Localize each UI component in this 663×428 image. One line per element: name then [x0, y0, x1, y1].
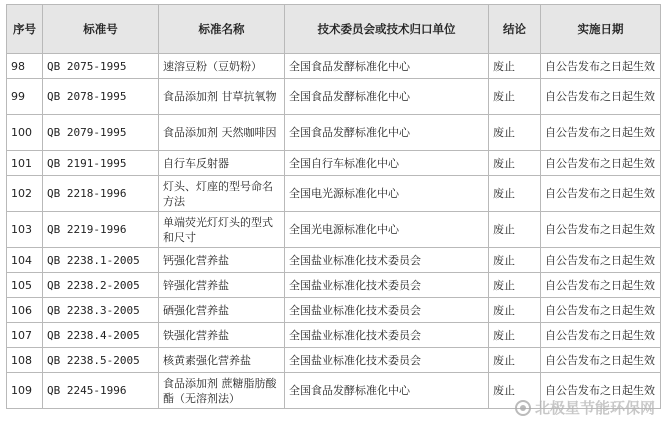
- cell-date: 自公告发布之日起生效: [541, 273, 661, 298]
- cell-seq: 103: [7, 212, 43, 248]
- cell-unit: 全国盐业标准化技术委员会: [285, 323, 489, 348]
- cell-date: 自公告发布之日起生效: [541, 348, 661, 373]
- cell-date: 自公告发布之日起生效: [541, 323, 661, 348]
- cell-code: QB 2219-1996: [43, 212, 159, 248]
- cell-result: 废止: [489, 151, 541, 176]
- cell-name: 速溶豆粉（豆奶粉）: [159, 54, 285, 79]
- cell-date: 自公告发布之日起生效: [541, 115, 661, 151]
- cell-code: QB 2218-1996: [43, 176, 159, 212]
- header-result: 结论: [489, 5, 541, 54]
- cell-seq: 108: [7, 348, 43, 373]
- cell-code: QB 2245-1996: [43, 373, 159, 409]
- cell-name: 钙强化营养盐: [159, 248, 285, 273]
- header-seq: 序号: [7, 5, 43, 54]
- watermark: [515, 397, 655, 418]
- cell-code: QB 2191-1995: [43, 151, 159, 176]
- cell-unit: 全国电光源标准化中心: [285, 176, 489, 212]
- cell-result: 废止: [489, 212, 541, 248]
- table-row: [7, 323, 661, 348]
- cell-result: 废止: [489, 348, 541, 373]
- table-row: [7, 176, 661, 212]
- table-row: [7, 348, 661, 373]
- cell-unit: 全国食品发酵标准化中心: [285, 79, 489, 115]
- cell-date: 自公告发布之日起生效: [541, 373, 661, 409]
- cell-result: 废止: [489, 54, 541, 79]
- cell-code: QB 2238.5-2005: [43, 348, 159, 373]
- table-row: [7, 54, 661, 79]
- cell-code: QB 2238.4-2005: [43, 323, 159, 348]
- cell-date: 自公告发布之日起生效: [541, 151, 661, 176]
- cell-unit: 全国食品发酵标准化中心: [285, 373, 489, 409]
- cell-code: QB 2079-1995: [43, 115, 159, 151]
- cell-date: 自公告发布之日起生效: [541, 176, 661, 212]
- cell-code: QB 2238.3-2005: [43, 298, 159, 323]
- standards-table: [6, 4, 661, 409]
- cell-seq: 109: [7, 373, 43, 409]
- header-unit: 技术委员会或技术归口单位: [285, 5, 489, 54]
- table-row: [7, 212, 661, 248]
- cell-seq: 102: [7, 176, 43, 212]
- cell-result: 废止: [489, 115, 541, 151]
- cell-unit: 全国食品发酵标准化中心: [285, 115, 489, 151]
- cell-date: 自公告发布之日起生效: [541, 298, 661, 323]
- cell-unit: 全国盐业标准化技术委员会: [285, 248, 489, 273]
- cell-seq: 100: [7, 115, 43, 151]
- cell-date: 自公告发布之日起生效: [541, 248, 661, 273]
- table-header-row: [7, 5, 661, 54]
- header-name: 标准名称: [159, 5, 285, 54]
- cell-seq: 105: [7, 273, 43, 298]
- cell-result: 废止: [489, 248, 541, 273]
- cell-name: 自行车反射器: [159, 151, 285, 176]
- cell-result: 废止: [489, 323, 541, 348]
- table-row: [7, 115, 661, 151]
- cell-name: 食品添加剂 天然咖啡因: [159, 115, 285, 151]
- cell-name: 硒强化营养盐: [159, 298, 285, 323]
- table-row: [7, 248, 661, 273]
- cell-result: 废止: [489, 273, 541, 298]
- cell-code: QB 2078-1995: [43, 79, 159, 115]
- cell-seq: 98: [7, 54, 43, 79]
- table-row: [7, 151, 661, 176]
- cell-unit: 全国盐业标准化技术委员会: [285, 348, 489, 373]
- cell-unit: 全国食品发酵标准化中心: [285, 54, 489, 79]
- cell-date: 自公告发布之日起生效: [541, 212, 661, 248]
- table-row: [7, 273, 661, 298]
- cell-name: 单端荧光灯灯头的型式和尺寸: [159, 212, 285, 248]
- cell-name: 食品添加剂 甘草抗氧物: [159, 79, 285, 115]
- cell-seq: 101: [7, 151, 43, 176]
- cell-seq: 99: [7, 79, 43, 115]
- cell-result: 废止: [489, 79, 541, 115]
- table-row: [7, 79, 661, 115]
- cell-unit: 全国光电源标准化中心: [285, 212, 489, 248]
- cell-result: 废止: [489, 373, 541, 409]
- watermark-text: 北极星节能环保网: [534, 399, 655, 417]
- cell-name: 灯头、灯座的型号命名方法: [159, 176, 285, 212]
- cell-name: 核黄素强化营养盐: [159, 348, 285, 373]
- wechat-logo-icon: [515, 400, 531, 416]
- header-code: 标准号: [43, 5, 159, 54]
- cell-seq: 104: [7, 248, 43, 273]
- cell-code: QB 2238.2-2005: [43, 273, 159, 298]
- cell-code: QB 2238.1-2005: [43, 248, 159, 273]
- cell-name: 锌强化营养盐: [159, 273, 285, 298]
- cell-unit: 全国盐业标准化技术委员会: [285, 273, 489, 298]
- table-row: [7, 298, 661, 323]
- cell-unit: 全国盐业标准化技术委员会: [285, 298, 489, 323]
- header-date: 实施日期: [541, 5, 661, 54]
- cell-unit: 全国自行车标准化中心: [285, 151, 489, 176]
- cell-result: 废止: [489, 298, 541, 323]
- cell-seq: 106: [7, 298, 43, 323]
- cell-code: QB 2075-1995: [43, 54, 159, 79]
- cell-result: 废止: [489, 176, 541, 212]
- cell-name: 铁强化营养盐: [159, 323, 285, 348]
- cell-date: 自公告发布之日起生效: [541, 79, 661, 115]
- cell-seq: 107: [7, 323, 43, 348]
- cell-date: 自公告发布之日起生效: [541, 54, 661, 79]
- cell-name: 食品添加剂 蔗糖脂肪酸酯（无溶剂法）: [159, 373, 285, 409]
